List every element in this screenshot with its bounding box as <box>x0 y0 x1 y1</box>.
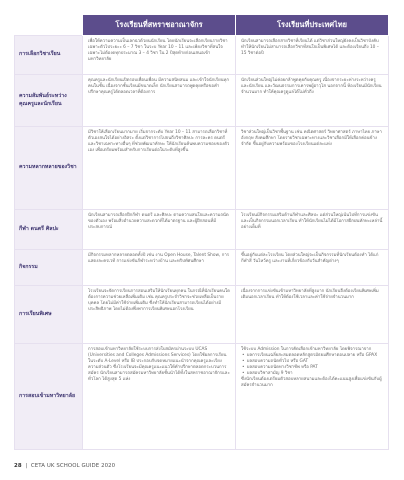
header-corner <box>15 15 83 36</box>
list-item: • ผลการเรียนเฉลี่ยสะสมตลอดหลักสูตรมัธยมศึกษาตอนปลาย หรือ GPAX <box>247 353 383 359</box>
page-footer <box>14 463 115 469</box>
uk-cell: การสอบเข้ามหาวิทยาลัยใช้ระบบการส่งใบสมัครผ่านระบบ UCAS (Universities and Colleges Admissions Services) โดยใช้ผลการเรียนในระดับ A-Level หรือ IB ประกอบกับจดหมายแนะนำจากคุณครูและเรียงความส่วนตัว ซึ่งโรงเรียนจะมีคุณครูแนะแนวให้คำปรึกษาตลอดกระบวนการสมัคร นักเรียนสามารถสมัครมหาวิทยาลัยชั้นนำได้ทั้งในสหราชอาณาจักรและทั่วโลก ได้สูงสุด 5 แห่ง <box>83 344 236 450</box>
publication-name: CETA UK SCHOOL GUIDE 2020 <box>30 463 116 469</box>
comparison-page <box>14 14 388 450</box>
uk-cell: มีวิชาให้เลือกเรียนมากมาย เริ่มจากระดับ Year 10 – 11 สามารถเลือกวิชาที่ตัวเองสนใจได้อย่างอิสระ ตั้งแต่วิชาการไปจนถึงวิชาศิลปะ การละคร ดนตรี และวิชาเฉพาะทางอื่นๆ ที่ช่วยพัฒนาทักษะ ให้นักเรียนค้นพบความชอบของตัวเอง เพื่อเตรียมพร้อมสำหรับการเรียนต่อในระดับที่สูงขึ้น <box>83 127 236 210</box>
table-row <box>15 250 389 286</box>
row-label: การสอบเข้ามหาวิทยาลัย <box>15 344 83 450</box>
uk-cell: คุณครูและนักเรียนเปิดรอบเพื่อนเพื่อน มีความสนิทสนม และเข้าใจนักเรียนทุกคนในชั้น เนื่องจากชั้นเรียนมีขนาดเล็ก นักเรียนสามารถพูดคุยหรือขอคำปรึกษาคุณครูได้ตลอดเวลาที่ต้องการ <box>83 75 236 127</box>
thai-cell: นักเรียนสามารถเลือกสายวิชาที่เรียนได้ แต่วิชาส่วนใหญ่ยังคงเป็นวิชาบังคับ ทำให้นักเรียนไม่สามารถเลือกวิชาที่สนใจเป็นพิเศษได้ และต้องเรียนถึง 10 – 15 วิชาต่อปี <box>236 36 389 75</box>
page-number: 28 <box>14 463 22 469</box>
list-item: • ผลสอบความถนัดทั่วไป หรือ GAT <box>247 359 383 365</box>
header-thai-school: โรงเรียนที่ประเทศไทย <box>236 15 389 36</box>
thai-cell: วิชาส่วนใหญ่เป็นวิชาพื้นฐาน เช่น คณิตศาสตร์ วิทยาศาสตร์ ภาษาไทย ภาษาอังกฤษ สังคมศึกษา โดยรายวิชาเฉพาะทางและวิชาเลือกมีให้เลือกค่อนข้างจำกัด ขึ้นอยู่กับความพร้อมของโรงเรียนแต่ละแห่ง <box>236 127 389 210</box>
table-header-row <box>15 15 389 36</box>
uk-cell: เพื่อให้ความความเป็นเลกฉวด้วยนนักเรียน โดยนักเรียนจะเลือกเรียนรายวิชาเฉพาะตัวไประยะะ 6 – 7 วิชา ในระบ Year 10 – 11 และเพียงวิชาที่สนใจเฉพาะไม่ต้องดทุกประมาณ 3 – 4 วิชา ใน 2 ปีสุดท้ายก่อนเสนอเข้ามหาวิทยาลัย <box>83 36 236 75</box>
thai-cell <box>236 344 389 450</box>
row-label: กิจกรรม <box>15 250 83 286</box>
list-item: • ผลสอบวิชาสามัญ 9 วิชา <box>247 371 383 377</box>
thai-cell: โรงเรียนมีกิจกรรมเสริมด้านกีฬาและศิลปะ แต่ส่วนใหญ่เน้นไปที่การแข่งขันและเป็นกิจกรรมนอกเวลาเรียน ทำให้นักเรียนไม่ได้มีโอกาสฝึกฝนทักษะเหล่านี้อย่างเต็มที่ <box>236 210 389 250</box>
table-row <box>15 127 389 210</box>
table-row <box>15 286 389 344</box>
admission-criteria-list <box>241 353 383 377</box>
table-row <box>15 75 389 127</box>
uk-cell: โรงเรียนจะจัดการเรียนการสอนเสริมให้นักเรียนทุกคน ในกรณีที่นักเรียนคนใดต้องการความช่วยเหลือเพิ่มเติม เช่น คุณครูประจำวิชาจะช่วยเหลือเป็นรายบุคคล โดยไม่มีค่าใช้จ่ายเพิ่มเติม ซึ่งทำให้นักเรียนสามารถเรียนได้อย่างมีประสิทธิภาพ โดยไม่ต้องพึ่งพาการเรียนพิเศษนอกโรงเรียน <box>83 286 236 344</box>
thai-cell: ขึ้นอยู่กับแต่ละโรงเรียน โดยส่วนใหญ่จะเป็นกิจกรรมที่นักเรียนต้องทำ ได้แก่ กีฬาสี วันไหว้ครู และงานที่เกี่ยวข้องกับวันสำคัญต่างๆ <box>236 250 389 286</box>
thai-cell: นักเรียนส่วนใหญ่ไม่ค่อยกล้าพูดคุยกับคุณครู เนื่องจากระยะห่างระหว่างครูและนักเรียน และวัฒนธรรมการเคารพผู้อาวุโส นอกจากนี้ ห้องเรียนมีนักเรียนจำนวนมาก ทำให้คุณครูดูแลได้ไม่ทั่วถึง <box>236 75 389 127</box>
row-label: การเรียนพิเศษ <box>15 286 83 344</box>
header-uk-school: โรงเรียนที่สหราชอาณาจักร <box>83 15 236 36</box>
admission-intro: ใช้ระบบ Admission ในการคัดเลือกเข้ามหาวิทยาลัย โดยพิจารณาจาก <box>241 347 372 352</box>
uk-cell: มีกิจกรรมหลากหลายตลอดทั้งปี เช่น งาน Open House, Talent Show, การแสดงละครเวที การแข่งขันกีฬาระหว่างบ้าน และทริปทัศนศึกษา <box>83 250 236 286</box>
list-item: • ผลสอบความถนัดทางวิชาชีพ หรือ PAT <box>247 365 383 371</box>
table-row <box>15 36 389 75</box>
row-label: ความหลากหลายของวิชา <box>15 127 83 210</box>
row-label: กีฬา ดนตรี ศิลปะ <box>15 210 83 250</box>
row-label: ความสัมพันธ์ระหว่างคุณครูและนักเรียน <box>15 75 83 127</box>
footer-separator: | <box>23 463 30 469</box>
uk-cell: นักเรียนสามารถเลือกฝึกกีฬา ดนตรี และศิลปะ ตามความสนใจและความถนัดของตัวเอง พร้อมสิ่งอำนวยความสะดวกที่ได้มาตรฐาน และผู้ฝึกสอนที่มีประสบการณ์ <box>83 210 236 250</box>
comparison-table <box>14 14 389 450</box>
row-label: การเลือกวิชาเรียน <box>15 36 83 75</box>
table-row <box>15 344 389 450</box>
table-row <box>15 210 389 250</box>
admission-outro: ซึ่งนักเรียนต้องเตรียมตัวสอบหลายสนามและต้องได้คะแนนสูงเพื่อแข่งขันกับผู้สมัครจำนวนมาก <box>241 377 382 388</box>
thai-cell: เนื่องจากการแข่งขันเข้ามหาวิทยาลัยที่สูงมาก นักเรียนจึงต้องเรียนพิเศษเพิ่มเติมนอกเวลาเรียน ทำให้ต้องใช้เวลาและค่าใช้จ่ายจำนวนมาก <box>236 286 389 344</box>
